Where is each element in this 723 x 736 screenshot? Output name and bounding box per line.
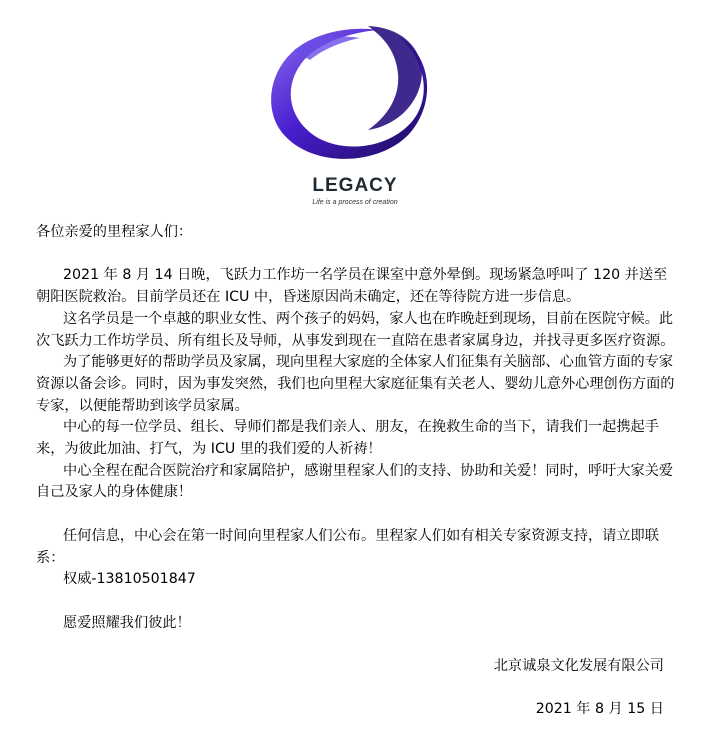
- paragraph: 为了能够更好的帮助学员及家属，现向里程大家庭的全体家人们征集有关脑部、心血管方面的专家资源以备会诊。同时，因为事发突然，我们也向里程大家庭征集有关老人、婴幼儿意外心理创伤方面的专家，以便能帮助到该学员家属。: [36, 354, 675, 414]
- paragraph: 这名学员是一个卓越的职业女性、两个孩子的妈妈，家人也在昨晚赶到现场，目前在医院守候。此次飞跃力工作坊学员、所有组长及导师，从事发到现在一直陪在患者家属身边，并找寻更多医疗资源。: [36, 310, 675, 349]
- swirl-logo-icon: [260, 8, 450, 168]
- greeting: 各位亲爱的里程家人们：: [36, 224, 193, 240]
- brand-tagline: Life is a process of creation: [312, 199, 398, 206]
- closing-line: 愿爱照耀我们彼此！: [63, 614, 191, 631]
- letter-date: 2021 年 8 月 15 日: [535, 701, 664, 718]
- contact-phone: 权威-13810501847: [63, 571, 196, 588]
- spacer: [36, 591, 676, 613]
- paragraph: 2021 年 8 月 14 日晚，飞跃力工作坊一名学员在课室中意外晕倒。现场紧急呼叫了 120 并送至朝阳医院救治。目前学员还在 ICU 中，昏迷原因尚未确定，还在等待院方进一步信息。: [36, 267, 668, 306]
- paragraph: 中心全程在配合医院治疗和家属陪护，感谢里程家人们的支持、协助和关爱！同时，呼吁大家关爱自己及家人的身体健康！: [36, 462, 674, 501]
- spacer: [36, 244, 676, 266]
- spacer: [36, 504, 676, 526]
- brand-name: LEGACY: [312, 175, 398, 196]
- paragraph: 中心的每一位学员、组长、导师们都是我们亲人、朋友，在挽救生命的当下，请我们一起携起手来，为彼此加油、打气，为 ICU 里的我们爱的人祈祷！: [36, 419, 659, 458]
- spacer: [36, 634, 676, 656]
- spacer: [36, 678, 676, 700]
- letter-body: [36, 222, 676, 721]
- signature: 北京诚泉文化发展有限公司: [493, 658, 664, 674]
- legacy-logo: [260, 8, 450, 208]
- contact-intro: 任何信息，中心会在第一时间向里程家人们公布。里程家人们如有相关专家资源支持，请立即联系：: [36, 527, 659, 566]
